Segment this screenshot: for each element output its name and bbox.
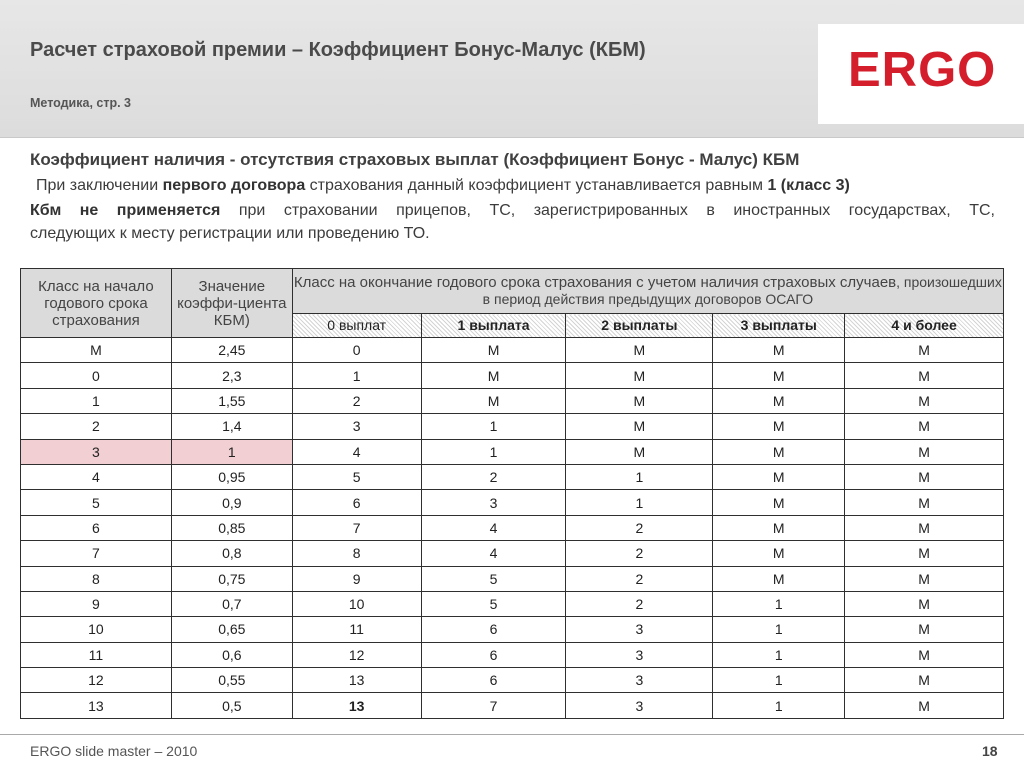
table-cell: 1 — [421, 414, 566, 439]
table-cell: 8 — [21, 566, 172, 591]
table-cell: 12 — [21, 668, 172, 693]
subheader-cell: 3 выплаты — [713, 314, 845, 338]
table-cell: 11 — [21, 642, 172, 667]
table-cell: 1 — [713, 591, 845, 616]
table-cell: 13 — [21, 693, 172, 718]
slide-title: Расчет страховой премии – Коэффициент Бонус-Малус (КБМ) — [30, 39, 646, 61]
table-cell: 2 — [292, 388, 421, 413]
table-cell: 6 — [421, 668, 566, 693]
table-cell: 0,95 — [171, 464, 292, 489]
table-cell: М — [713, 388, 845, 413]
table-cell: 1 — [566, 490, 713, 515]
table-cell: 5 — [421, 566, 566, 591]
table-row — [21, 617, 1004, 642]
table-cell: 10 — [21, 617, 172, 642]
table-row — [21, 363, 1004, 388]
emphasis-first-contract: первого договора — [162, 177, 306, 194]
table-cell: 3 — [421, 490, 566, 515]
kbm-table — [20, 268, 1004, 719]
table-cell: 0,6 — [171, 642, 292, 667]
table-cell: 3 — [566, 617, 713, 642]
table-cell: 3 — [21, 439, 172, 464]
table-cell: М — [845, 617, 1004, 642]
table-cell: М — [713, 414, 845, 439]
intro-line-registration: следующих к месту регистрации или проведению ТО. — [30, 225, 430, 242]
table-cell: М — [713, 541, 845, 566]
table-cell: 10 — [292, 591, 421, 616]
table-cell: 0,8 — [171, 541, 292, 566]
table-cell: 0 — [21, 363, 172, 388]
subheader-cell: 4 и более — [845, 314, 1004, 338]
table-cell: 6 — [292, 490, 421, 515]
table-cell: 0,5 — [171, 693, 292, 718]
table-row — [21, 490, 1004, 515]
table-cell: 7 — [21, 541, 172, 566]
table-row — [21, 642, 1004, 667]
table-row — [21, 668, 1004, 693]
table-cell: 2 — [566, 566, 713, 591]
table-cell: 1 — [713, 668, 845, 693]
table-cell: 2 — [566, 515, 713, 540]
table-row — [21, 693, 1004, 718]
table-cell: 0,7 — [171, 591, 292, 616]
slide-subtitle: Методика, стр. 3 — [30, 96, 132, 110]
table-cell: М — [845, 414, 1004, 439]
table-cell: 3 — [292, 414, 421, 439]
table-cell: М — [845, 464, 1004, 489]
table-cell: М — [421, 388, 566, 413]
table-cell: 0,65 — [171, 617, 292, 642]
table-row — [21, 338, 1004, 363]
table-body — [21, 338, 1004, 719]
table-cell: 2 — [566, 591, 713, 616]
table-cell: М — [845, 363, 1004, 388]
table-cell: М — [713, 439, 845, 464]
table-cell: 3 — [566, 693, 713, 718]
table-cell: 1 — [713, 617, 845, 642]
table-cell: М — [566, 439, 713, 464]
table-cell: М — [845, 490, 1004, 515]
table-cell: М — [566, 388, 713, 413]
table-cell: 4 — [292, 439, 421, 464]
table-cell: М — [713, 338, 845, 363]
table-cell: М — [845, 541, 1004, 566]
table-cell: 7 — [421, 693, 566, 718]
table-cell: М — [845, 591, 1004, 616]
table-cell: 11 — [292, 617, 421, 642]
logo-area — [818, 24, 1024, 124]
header-group-text: Класс на окончание годового срока страхования с учетом наличия страховых случаев — [293, 274, 897, 291]
table-cell: 6 — [21, 515, 172, 540]
table-cell: 12 — [292, 642, 421, 667]
page-number: 18 — [982, 743, 998, 759]
table-cell: 3 — [566, 642, 713, 667]
table-cell: М — [845, 566, 1004, 591]
table-row — [21, 388, 1004, 413]
table-row — [21, 515, 1004, 540]
table-cell: 9 — [21, 591, 172, 616]
table-row — [21, 464, 1004, 489]
table-cell: 0,85 — [171, 515, 292, 540]
table-cell: М — [713, 363, 845, 388]
table-cell: 1,55 — [171, 388, 292, 413]
table-cell: 1 — [566, 464, 713, 489]
header-end-class-group — [292, 269, 1003, 314]
table-cell: 0,9 — [171, 490, 292, 515]
table-cell: М — [713, 490, 845, 515]
subheader-cell: 2 выплаты — [566, 314, 713, 338]
ergo-logo: ERGO — [848, 43, 997, 97]
table-cell: 6 — [421, 642, 566, 667]
table-cell: М — [845, 668, 1004, 693]
table-cell: М — [713, 464, 845, 489]
table-row — [21, 541, 1004, 566]
table-row — [21, 566, 1004, 591]
table-cell: 13 — [292, 693, 421, 718]
header-start-class: Класс на начало годового срока страхования — [21, 269, 172, 338]
table-cell: 9 — [292, 566, 421, 591]
table-cell: 5 — [421, 591, 566, 616]
table-cell: 2 — [21, 414, 172, 439]
table-cell: М — [421, 338, 566, 363]
table-cell: 0,55 — [171, 668, 292, 693]
table-cell: 2,45 — [171, 338, 292, 363]
table-row — [21, 591, 1004, 616]
table-cell: 1 — [713, 693, 845, 718]
table-cell: 1,4 — [171, 414, 292, 439]
emphasis-not-applied: Кбм не применяется — [30, 202, 221, 219]
table-cell: М — [845, 338, 1004, 363]
table-cell: 5 — [21, 490, 172, 515]
table-cell: М — [713, 515, 845, 540]
table-cell: М — [845, 693, 1004, 718]
table-cell: М — [845, 642, 1004, 667]
table-cell: М — [566, 338, 713, 363]
table-cell: 2,3 — [171, 363, 292, 388]
table-cell: 0 — [292, 338, 421, 363]
table-cell: 1 — [292, 363, 421, 388]
table-cell: М — [845, 388, 1004, 413]
header-group-text-small: , произошедших в период действия предыдущих договоров ОСАГО — [482, 274, 1002, 307]
slide-header — [0, 0, 1024, 138]
text-span: При заключении — [36, 177, 163, 194]
table-cell: М — [21, 338, 172, 363]
table-cell: 4 — [421, 515, 566, 540]
table-cell: 4 — [421, 541, 566, 566]
table-cell: 5 — [292, 464, 421, 489]
table-cell: М — [845, 515, 1004, 540]
subheader-cell: 0 выплат — [292, 314, 421, 338]
table-cell: 2 — [421, 464, 566, 489]
table-cell: М — [713, 566, 845, 591]
table-cell: 7 — [292, 515, 421, 540]
emphasis-class-3: 1 (класс 3) — [767, 177, 850, 194]
table-cell: М — [421, 363, 566, 388]
table-cell: М — [845, 439, 1004, 464]
footer-divider — [0, 734, 1024, 735]
table-cell: 13 — [292, 668, 421, 693]
text-span: страхования данный коэффициент устанавливается равным — [305, 177, 768, 194]
table-cell: 2 — [566, 541, 713, 566]
table-cell: 1 — [21, 388, 172, 413]
intro-line-first-contract — [30, 177, 995, 195]
text-span: при страховании прицепов, ТС, зарегистрированных в иностранных государствах, ТС, — [220, 202, 995, 219]
table-cell: М — [566, 363, 713, 388]
header-kbm-value: Значение коэффи-циента КБМ) — [171, 269, 292, 338]
table-cell: М — [566, 414, 713, 439]
subheader-cell: 1 выплата — [421, 314, 566, 338]
table-cell: 1 — [713, 642, 845, 667]
table-cell: 6 — [421, 617, 566, 642]
section-heading: Коэффициент наличия - отсутствия страховых выплат (Коэффициент Бонус - Малус) КБМ — [30, 150, 800, 169]
table-row — [21, 414, 1004, 439]
table-cell: 3 — [566, 668, 713, 693]
table-cell: 8 — [292, 541, 421, 566]
table-cell: 4 — [21, 464, 172, 489]
footer-text: ERGO slide master – 2010 — [30, 743, 198, 759]
table-cell: 1 — [421, 439, 566, 464]
table-cell: 1 — [171, 439, 292, 464]
table-cell: 0,75 — [171, 566, 292, 591]
intro-text — [30, 150, 995, 243]
intro-line-not-applied — [30, 202, 995, 220]
table-row — [21, 439, 1004, 464]
